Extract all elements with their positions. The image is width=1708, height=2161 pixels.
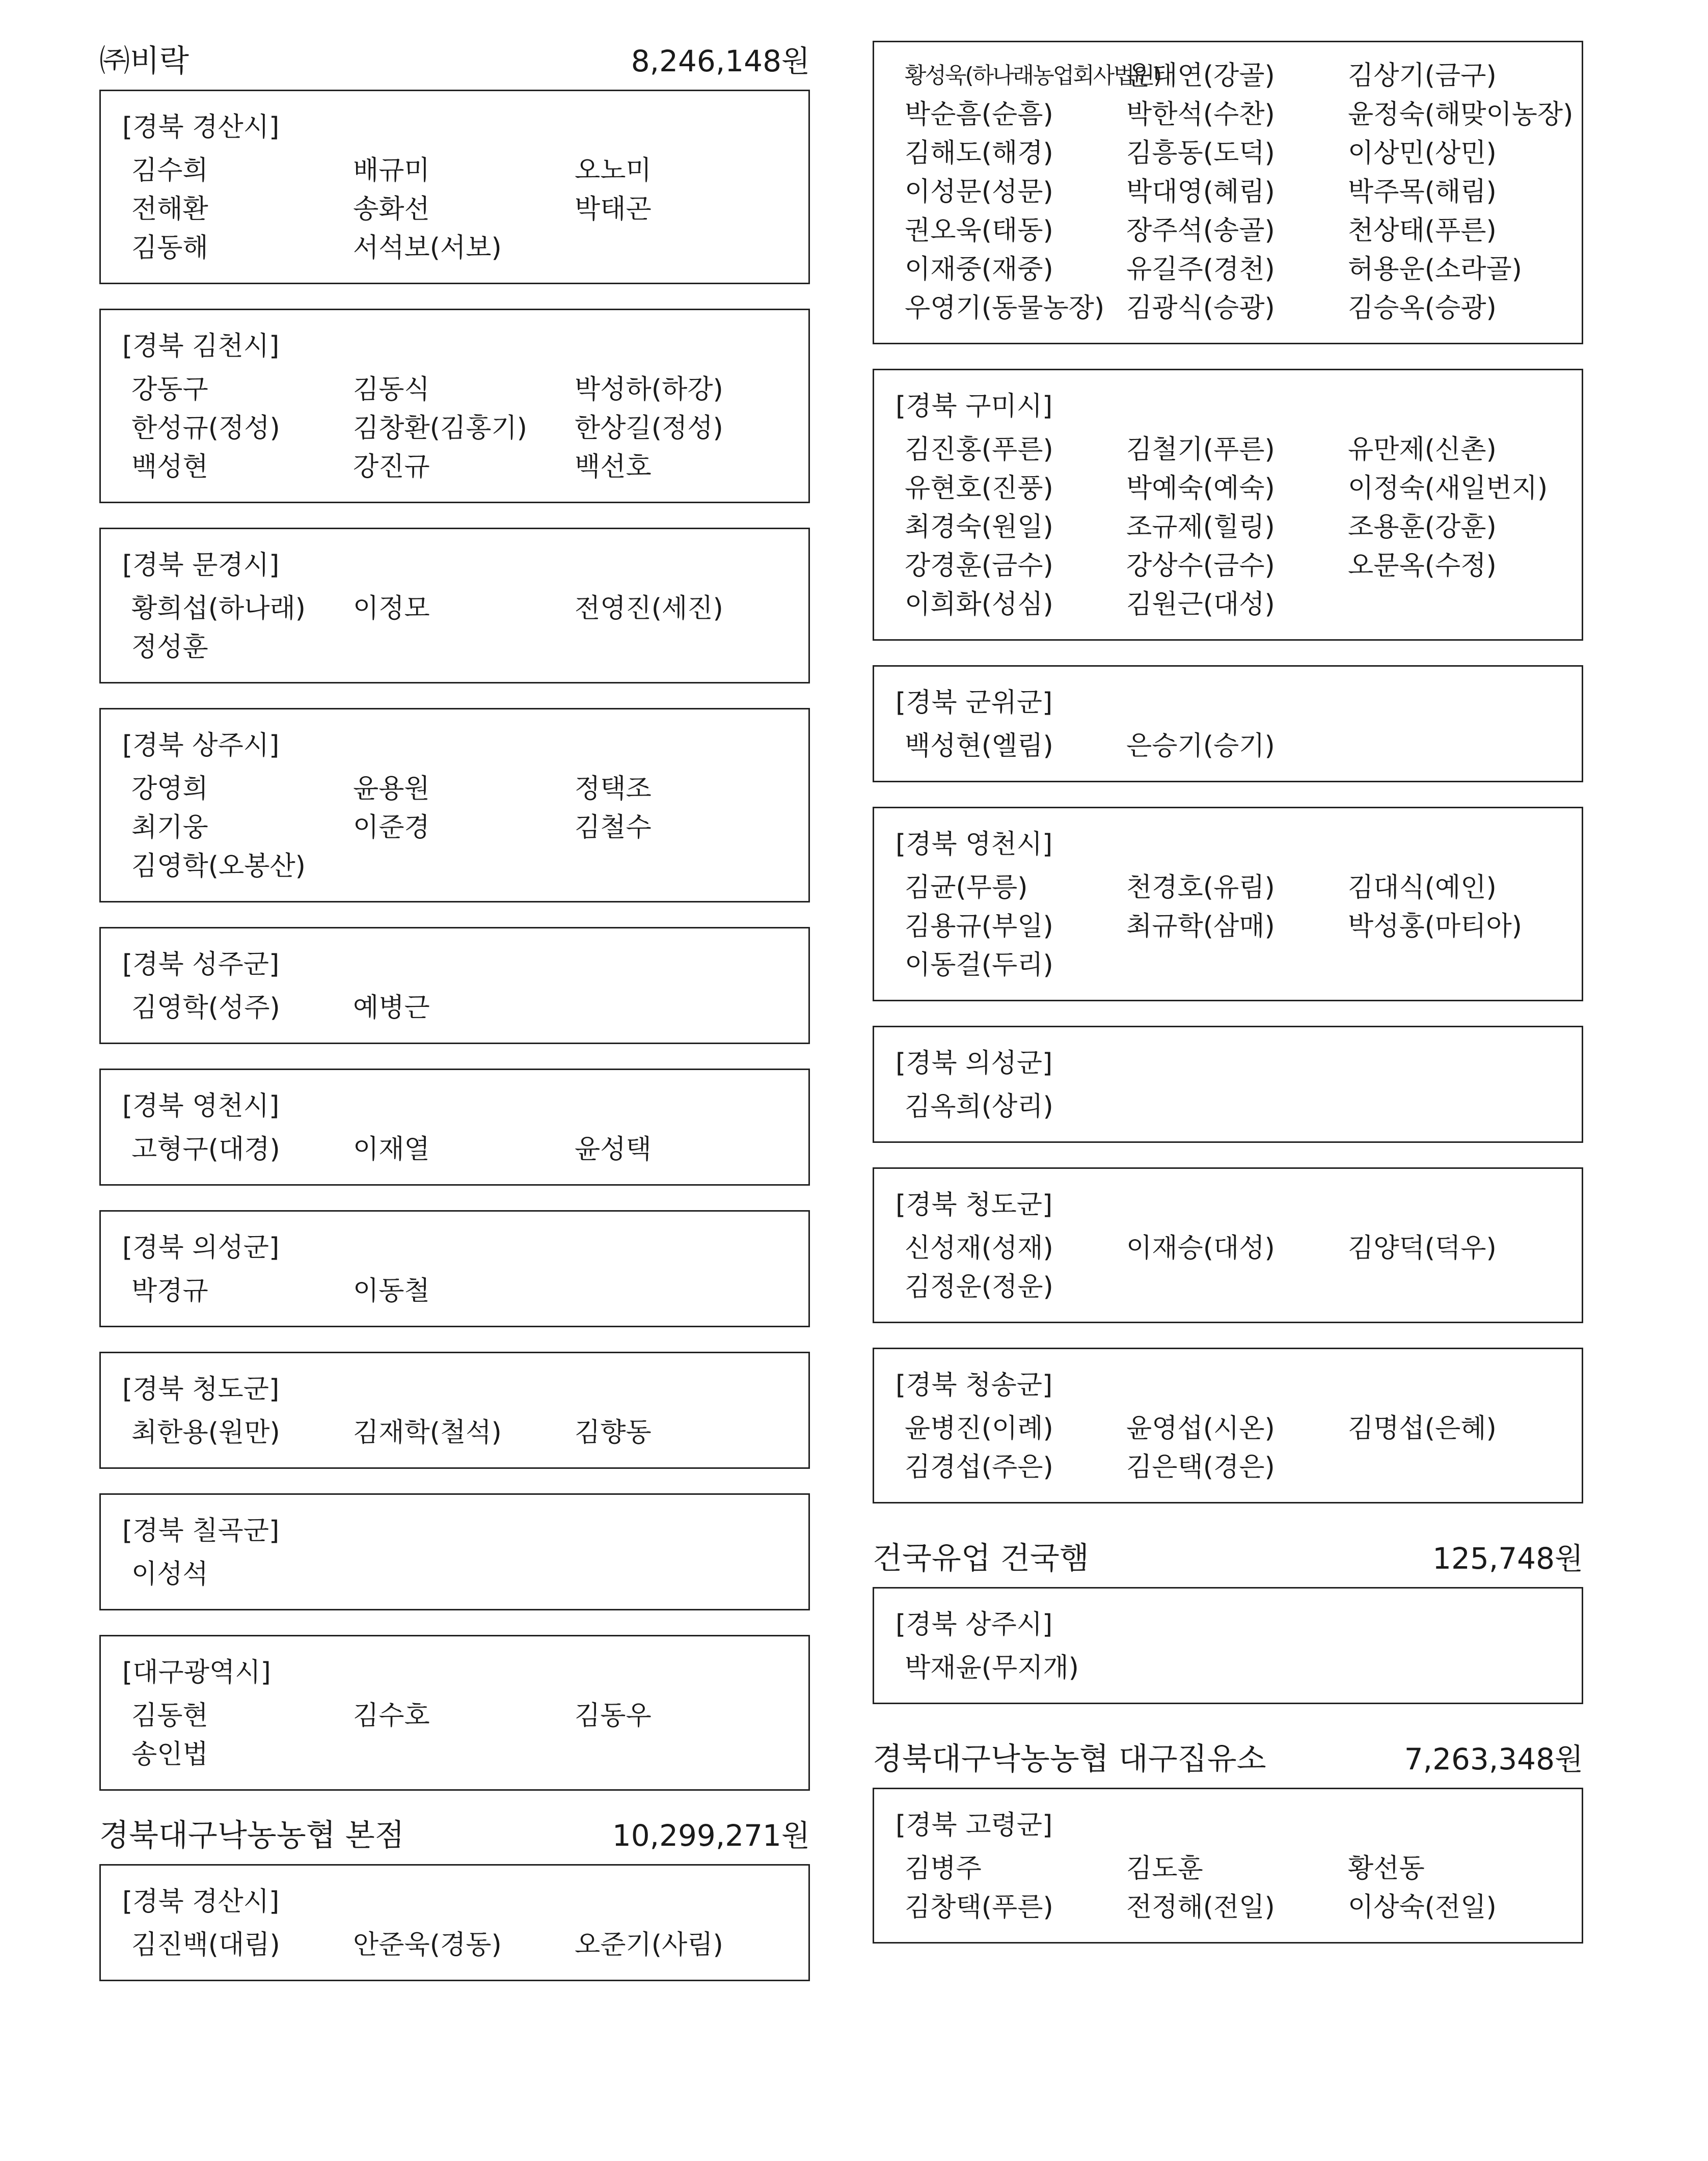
name-entry: 김진백(대림) xyxy=(131,1930,280,1960)
name-entry: 최한용(원만) xyxy=(131,1417,280,1448)
region-label: [경북 군위군] xyxy=(896,688,1053,718)
section-header-jipyuso xyxy=(873,1739,1583,1780)
name-entry: 권오욱(태동) xyxy=(905,215,1053,246)
name-entry: 예병근 xyxy=(353,993,430,1023)
name-entry: 정택조 xyxy=(575,774,652,804)
name-entry: 윤태연(강골) xyxy=(1126,61,1275,91)
name-entry: 장주석(송골) xyxy=(1126,215,1275,246)
name-entry: 김광식(승광) xyxy=(1126,293,1275,323)
region-box xyxy=(873,665,1583,782)
name-entry: 백선호 xyxy=(575,452,652,482)
name-entry: 김수호 xyxy=(353,1701,430,1731)
section-title: ㈜비락 xyxy=(99,43,189,79)
name-entry: 김흥동(도덕) xyxy=(1126,138,1275,169)
name-entry: 김명섭(은혜) xyxy=(1348,1413,1497,1444)
section-header-birak xyxy=(99,41,810,81)
name-entry: 이상숙(전일) xyxy=(1348,1892,1497,1923)
region-label: [경북 영천시] xyxy=(122,1091,280,1121)
name-entry: 백성현(엘림) xyxy=(905,731,1053,761)
name-list xyxy=(122,1926,787,1964)
name-entry: 황희섭(하나래) xyxy=(131,593,306,624)
name-entry: 유길주(경천) xyxy=(1126,254,1275,285)
name-entry: 김동해 xyxy=(131,233,208,263)
region-label: [경북 청도군] xyxy=(122,1374,280,1405)
name-list xyxy=(122,770,787,886)
name-list xyxy=(122,1697,787,1774)
name-entry: 전해환 xyxy=(131,194,208,225)
name-entry: 김철기(푸른) xyxy=(1126,434,1275,465)
name-entry: 김창환(김홍기) xyxy=(353,413,527,444)
region-box xyxy=(873,1026,1583,1143)
name-entry: 김정운(정운) xyxy=(905,1272,1053,1302)
region-box xyxy=(99,708,810,902)
name-entry: 윤용원 xyxy=(353,774,430,804)
name-entry: 윤정숙(해맞이농장) xyxy=(1348,99,1574,130)
region-label: [경북 청도군] xyxy=(896,1190,1053,1220)
name-list xyxy=(896,1649,1560,1687)
name-entry: 김재학(철석) xyxy=(353,1417,502,1448)
name-entry: 이재승(대성) xyxy=(1126,1233,1275,1264)
name-list xyxy=(896,1849,1560,1927)
name-entry: 김승옥(승광) xyxy=(1348,293,1497,323)
region-box xyxy=(99,528,810,683)
region-box xyxy=(873,1167,1583,1323)
left-column xyxy=(99,41,810,2006)
name-entry: 박재윤(무지개) xyxy=(905,1653,1079,1683)
name-entry: 한성규(정성) xyxy=(131,413,280,444)
name-entry: 박순흠(순흠) xyxy=(905,99,1053,130)
name-entry: 허용운(소라골) xyxy=(1348,254,1522,285)
region-label: [경북 청송군] xyxy=(896,1370,1053,1401)
section-title: 건국유업 건국햄 xyxy=(873,1541,1089,1576)
name-entry: 윤영섭(시온) xyxy=(1126,1413,1275,1444)
region-box xyxy=(873,369,1583,641)
name-list xyxy=(122,1130,787,1169)
region-label: [대구광역시] xyxy=(122,1657,271,1688)
name-entry: 신성재(성재) xyxy=(905,1233,1053,1264)
name-entry: 김철수 xyxy=(575,812,652,843)
name-list xyxy=(896,1409,1560,1487)
region-label: [경북 상주시] xyxy=(122,730,280,761)
name-entry: 김상기(금구) xyxy=(1348,61,1497,91)
name-entry: 은승기(승기) xyxy=(1126,731,1275,761)
name-entry: 김영학(오봉산) xyxy=(131,851,306,882)
name-entry: 김향동 xyxy=(575,1417,652,1448)
name-list xyxy=(122,1272,787,1310)
name-list xyxy=(896,727,1560,765)
name-entry: 김균(무릉) xyxy=(905,872,1028,903)
name-entry: 김원근(대성) xyxy=(1126,589,1275,620)
section-title: 경북대구낙농농협 대구집유소 xyxy=(873,1741,1266,1777)
name-entry: 박성하(하강) xyxy=(575,374,723,405)
name-entry: 김해도(해경) xyxy=(905,138,1053,169)
name-entry: 김영학(성주) xyxy=(131,993,280,1023)
region-label: [경북 김천시] xyxy=(122,331,280,362)
name-list xyxy=(122,1555,787,1594)
region-box-continued xyxy=(873,41,1583,344)
region-label: [경북 의성군] xyxy=(122,1233,280,1263)
name-entry: 송인법 xyxy=(131,1739,208,1770)
name-entry: 김은택(경은) xyxy=(1126,1452,1275,1483)
region-box xyxy=(99,1352,810,1469)
name-entry: 최기웅 xyxy=(131,812,208,843)
name-entry: 유현호(진풍) xyxy=(905,473,1053,504)
name-entry: 박태곤 xyxy=(575,194,652,225)
name-list xyxy=(122,589,787,667)
name-entry: 황선동 xyxy=(1348,1853,1425,1884)
name-entry: 김진홍(푸른) xyxy=(905,434,1053,465)
name-entry: 송화선 xyxy=(353,194,430,225)
name-entry: 김병주 xyxy=(905,1853,982,1884)
name-entry: 우영기(동물농장) xyxy=(905,293,1105,323)
name-entry: 서석보(서보) xyxy=(353,233,502,263)
region-label: [경북 칠곡군] xyxy=(122,1516,280,1546)
name-entry: 박예숙(예숙) xyxy=(1126,473,1275,504)
name-entry: 강진규 xyxy=(353,452,430,482)
name-entry: 이재중(재중) xyxy=(905,254,1053,285)
name-entry: 박주목(해림) xyxy=(1348,177,1497,207)
name-entry: 백성현 xyxy=(131,452,208,482)
name-entry: 이동철 xyxy=(353,1276,430,1306)
name-entry: 강상수(금수) xyxy=(1126,551,1275,581)
name-entry: 이성문(성문) xyxy=(905,177,1053,207)
name-list xyxy=(896,57,1574,327)
name-entry: 박대영(혜림) xyxy=(1126,177,1275,207)
name-entry: 김동현 xyxy=(131,1701,208,1731)
name-entry: 안준욱(경동) xyxy=(353,1930,502,1960)
region-box xyxy=(873,1788,1583,1944)
name-entry: 오노미 xyxy=(575,155,652,186)
name-entry: 김창택(푸른) xyxy=(905,1892,1053,1923)
name-list xyxy=(122,151,787,267)
name-entry: 이재열 xyxy=(353,1134,430,1165)
region-label: [경북 구미시] xyxy=(896,391,1053,422)
name-entry: 정성훈 xyxy=(131,632,208,663)
region-box xyxy=(99,1493,810,1610)
name-entry: 박성홍(마티아) xyxy=(1348,911,1522,942)
region-label: [경북 성주군] xyxy=(122,949,280,980)
name-entry: 김도훈 xyxy=(1126,1853,1203,1884)
name-entry: 김옥희(상리) xyxy=(905,1091,1053,1122)
section-header-geonguk xyxy=(873,1538,1583,1579)
name-entry: 김용규(부일) xyxy=(905,911,1053,942)
region-box xyxy=(99,90,810,284)
name-entry: 조규제(힐링) xyxy=(1126,512,1275,542)
region-label: [경북 고령군] xyxy=(896,1810,1053,1841)
name-entry: 최규학(삼매) xyxy=(1126,911,1275,942)
name-entry: 천경호(유림) xyxy=(1126,872,1275,903)
name-list xyxy=(896,1087,1560,1126)
name-entry: 김양덕(덕우) xyxy=(1348,1233,1497,1264)
section-title: 경북대구낙농농협 본점 xyxy=(99,1818,404,1853)
section-amount: 8,246,148원 xyxy=(631,44,810,78)
name-entry: 유만제(신촌) xyxy=(1348,434,1497,465)
name-list xyxy=(896,868,1560,984)
region-box xyxy=(873,1587,1583,1704)
region-box xyxy=(873,807,1583,1001)
region-box xyxy=(99,1069,810,1186)
name-entry: 오준기(사림) xyxy=(575,1930,723,1960)
region-label: [경북 경산시] xyxy=(122,1886,280,1917)
name-entry: 강영희 xyxy=(131,774,208,804)
name-entry: 조용훈(강훈) xyxy=(1348,512,1497,542)
name-list xyxy=(122,370,787,486)
name-entry: 배규미 xyxy=(353,155,430,186)
name-entry: 이동걸(두리) xyxy=(905,950,1053,980)
region-label: [경북 영천시] xyxy=(896,829,1053,860)
name-list xyxy=(896,430,1560,624)
name-entry: 윤병진(이례) xyxy=(905,1413,1053,1444)
name-entry: 강동구 xyxy=(131,374,208,405)
name-entry: 박경규 xyxy=(131,1276,208,1306)
region-label: [경북 의성군] xyxy=(896,1048,1053,1079)
name-entry: 천상태(푸른) xyxy=(1348,215,1497,246)
region-label: [경북 경산시] xyxy=(122,112,280,143)
region-box xyxy=(873,1348,1583,1503)
name-entry: 박한석(수찬) xyxy=(1126,99,1275,130)
name-entry: 이준경 xyxy=(353,812,430,843)
name-list xyxy=(122,989,787,1027)
name-entry: 윤성택 xyxy=(575,1134,652,1165)
right-column xyxy=(873,41,1583,1968)
name-entry: 김동식 xyxy=(353,374,430,405)
name-entry: 김수희 xyxy=(131,155,208,186)
region-box xyxy=(99,1210,810,1327)
name-entry: 이희화(성심) xyxy=(905,589,1053,620)
name-entry: 이정숙(새일번지) xyxy=(1348,473,1548,504)
section-amount: 7,263,348원 xyxy=(1404,1742,1583,1776)
name-list xyxy=(896,1229,1560,1306)
section-amount: 10,299,271원 xyxy=(612,1818,810,1853)
region-box xyxy=(99,309,810,503)
name-entry: 전정해(전일) xyxy=(1126,1892,1275,1923)
name-list xyxy=(122,1413,787,1452)
name-entry: 이상민(상민) xyxy=(1348,138,1497,169)
region-box xyxy=(99,1864,810,1981)
region-label: [경북 문경시] xyxy=(122,550,280,581)
region-box xyxy=(99,1635,810,1791)
name-entry: 고형구(대경) xyxy=(131,1134,280,1165)
name-entry: 황성욱(하나래농업회사법인) xyxy=(905,63,1161,89)
section-amount: 125,748원 xyxy=(1432,1541,1583,1576)
name-entry: 이성석 xyxy=(131,1559,208,1590)
name-entry: 최경숙(원일) xyxy=(905,512,1053,542)
name-entry: 한상길(정성) xyxy=(575,413,723,444)
section-header-bonjeom xyxy=(99,1815,810,1856)
name-entry: 김동우 xyxy=(575,1701,652,1731)
region-label: [경북 상주시] xyxy=(896,1609,1053,1640)
name-entry: 김경섭(주은) xyxy=(905,1452,1053,1483)
name-entry: 오문옥(수정) xyxy=(1348,551,1497,581)
region-box xyxy=(99,927,810,1044)
name-entry: 김대식(예인) xyxy=(1348,872,1497,903)
name-entry: 강경훈(금수) xyxy=(905,551,1053,581)
name-entry: 이정모 xyxy=(353,593,430,624)
name-entry: 전영진(세진) xyxy=(575,593,723,624)
